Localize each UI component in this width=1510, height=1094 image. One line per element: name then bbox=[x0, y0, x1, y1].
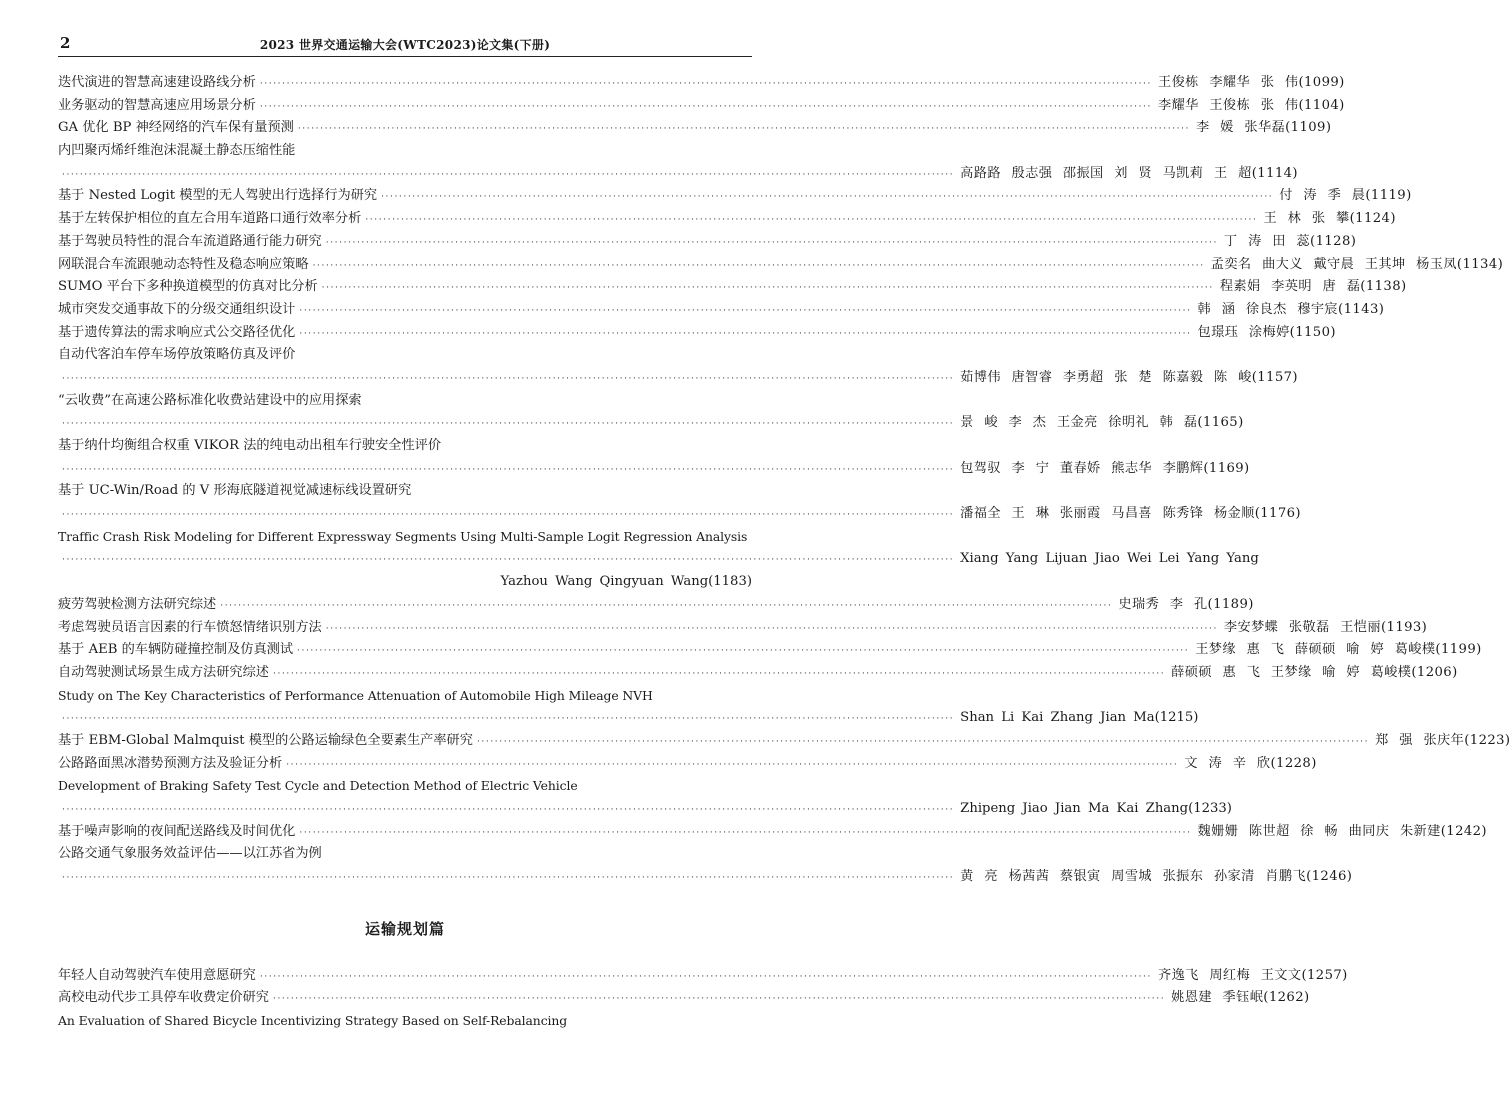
entry-title: 基于驾驶员特性的混合车流道路通行能力研究 bbox=[58, 233, 322, 249]
page-number: 2 bbox=[60, 34, 71, 52]
toc-entry bbox=[58, 1010, 752, 1033]
toc-line bbox=[58, 117, 1332, 140]
toc-entry bbox=[58, 231, 1357, 254]
entry-authors: 文 涛 辛 欣(1228) bbox=[1184, 755, 1317, 771]
toc-entry bbox=[58, 662, 1458, 685]
toc-line bbox=[58, 594, 1254, 617]
entry-authors: 包驾驭 李 宁 董春娇 熊志华 李鹏辉(1169) bbox=[960, 460, 1250, 476]
entry-authors: 潘福全 王 琳 张丽霞 马昌喜 陈秀锋 杨金顺(1176) bbox=[960, 506, 1301, 522]
entry-title: 基于左转保护相位的直左合用车道路口通行效率分析 bbox=[58, 211, 362, 227]
toc-line bbox=[58, 1010, 752, 1033]
toc-line bbox=[58, 548, 1259, 571]
entry-authors: 魏姗姗 陈世超 徐 畅 曲同庆 朱新建(1242) bbox=[1197, 823, 1487, 839]
toc-entry bbox=[58, 390, 1244, 435]
leader-dots: ········································································································································································································ bbox=[62, 714, 955, 725]
toc-entry bbox=[58, 344, 1298, 389]
toc-entry bbox=[58, 617, 1428, 640]
entry-authors: 史瑞秀 李 孔(1189) bbox=[1118, 596, 1254, 612]
entry-title: 自动代客泊车停车场停放策略仿真及评价 bbox=[58, 347, 296, 363]
entry-title: 考虑驾驶员语言因素的行车愤怒情绪识别方法 bbox=[58, 619, 322, 635]
entry-title: 基于 EBM-Global Malmquist 模型的公路运输绿色全要素生产率研究 bbox=[58, 732, 473, 748]
leader-dots: ········································································································································································································ bbox=[220, 600, 1113, 611]
toc-line bbox=[58, 526, 752, 549]
leader-dots: ········································································································································································································ bbox=[273, 994, 1166, 1005]
toc-entries-group-2 bbox=[58, 965, 1348, 1033]
leader-dots: ········································································································································································································ bbox=[62, 169, 955, 180]
toc-entry bbox=[58, 140, 1298, 185]
entry-title: 基于 AEB 的车辆防碰撞控制及仿真测试 bbox=[58, 642, 294, 658]
toc-line bbox=[58, 503, 1301, 526]
leader-dots: ········································································································································································································ bbox=[62, 419, 955, 430]
toc-line bbox=[58, 276, 1407, 299]
entry-authors: 李耀华 王俊栋 张 伟(1104) bbox=[1157, 97, 1345, 113]
entry-authors: 齐逸飞 周红梅 王文文(1257) bbox=[1157, 967, 1348, 983]
toc-line bbox=[58, 775, 752, 798]
leader-dots: ········································································································································································································ bbox=[299, 305, 1192, 316]
leader-dots: ········································································································································································································ bbox=[297, 124, 1190, 135]
toc-entry bbox=[58, 821, 1487, 844]
entry-authors: 韩 涵 徐良杰 穆宇宸(1143) bbox=[1197, 301, 1385, 317]
entry-title: 基于遗传算法的需求响应式公交路径优化 bbox=[58, 324, 296, 340]
entry-title: 基于纳什均衡组合权重 VIKOR 法的纯电动出租车行驶安全性评价 bbox=[58, 438, 442, 453]
toc-line bbox=[58, 185, 1412, 208]
entry-title: Study on The Key Characteristics of Performance Attenuation of Automobile High Mileage NVH bbox=[58, 687, 653, 703]
toc-entry bbox=[58, 843, 1353, 888]
entry-title: An Evaluation of Shared Bicycle Incentivizing Strategy Based on Self-Rebalancing bbox=[58, 1013, 568, 1029]
leader-dots: ········································································································································································································ bbox=[312, 260, 1205, 271]
entry-authors: 高路路 殷志强 邵振国 刘 贤 马凯莉 王 超(1114) bbox=[960, 165, 1298, 181]
toc-entry bbox=[58, 730, 1510, 753]
entry-title: 城市突发交通事故下的分级交通组织设计 bbox=[58, 301, 296, 317]
entry-title: 内凹聚丙烯纤维泡沫混凝土静态压缩性能 bbox=[58, 143, 296, 159]
entry-title: SUMO 平台下多种换道模型的仿真对比分析 bbox=[58, 279, 318, 295]
toc-line bbox=[58, 987, 1310, 1010]
entry-authors: Shan Li Kai Zhang Jian Ma(1215) bbox=[960, 710, 1199, 726]
leader-dots: ········································································································································································································ bbox=[62, 805, 955, 815]
leader-dots: ········································································································································································································ bbox=[321, 283, 1214, 294]
toc-entry bbox=[58, 435, 1250, 480]
entry-authors: 郑 强 张庆年(1223) bbox=[1375, 732, 1510, 748]
entry-title: 自动驾驶测试场景生成方法研究综述 bbox=[58, 664, 269, 680]
toc-line bbox=[58, 95, 1345, 118]
table-of-contents bbox=[58, 72, 1510, 1033]
entry-authors: 丁 涛 田 蕊(1128) bbox=[1223, 233, 1357, 249]
entry-authors: 付 涛 季 晨(1119) bbox=[1279, 188, 1412, 204]
book-title: 2023 世界交通运输大会(WTC2023)论文集(下册) bbox=[259, 38, 551, 52]
section-heading: 运输规划篇 bbox=[364, 920, 445, 939]
leader-dots: ········································································································································································································ bbox=[62, 373, 955, 384]
toc-line bbox=[58, 662, 1458, 685]
toc-entry bbox=[58, 95, 1345, 118]
toc-entry bbox=[58, 185, 1412, 208]
entry-authors: 李安梦蝶 张敬磊 王恺丽(1193) bbox=[1223, 619, 1428, 635]
toc-entry bbox=[58, 117, 1332, 140]
leader-dots: ········································································································································································································ bbox=[259, 79, 1152, 89]
toc-line bbox=[58, 254, 1504, 277]
entry-title: Traffic Crash Risk Modeling for Different Expressway Segments Using Multi-Sample Logit Regression Analysis bbox=[58, 528, 748, 544]
toc-line bbox=[58, 322, 1336, 345]
entry-authors: 王俊栋 李耀华 张 伟(1099) bbox=[1157, 75, 1345, 90]
toc-entry bbox=[58, 965, 1348, 988]
toc-line bbox=[58, 798, 1232, 821]
leader-dots: ········································································································································································································ bbox=[259, 101, 1152, 112]
entry-title: 基于 Nested Logit 模型的无人驾驶出行选择行为研究 bbox=[58, 188, 378, 204]
toc-line bbox=[58, 707, 1199, 730]
entry-title: 基于 UC-Win/Road 的 V 形海底隧道视觉减速标线设置研究 bbox=[58, 483, 412, 499]
toc-entry bbox=[58, 526, 1259, 594]
entry-authors: 景 峻 李 杰 王金亮 徐明礼 韩 磊(1165) bbox=[960, 415, 1244, 431]
toc-line bbox=[58, 480, 752, 503]
toc-line bbox=[58, 843, 752, 866]
leader-dots: ········································································································································································································ bbox=[62, 464, 955, 475]
entry-title: 疲劳驾驶检测方法研究综述 bbox=[58, 596, 217, 612]
toc-entries-group-1 bbox=[58, 72, 1510, 889]
toc-line bbox=[58, 821, 1487, 844]
toc-entry bbox=[58, 299, 1385, 322]
toc-line bbox=[58, 435, 752, 458]
leader-dots: ········································································································································································································ bbox=[62, 873, 955, 884]
toc-entry bbox=[58, 685, 1199, 730]
toc-entry bbox=[58, 322, 1336, 345]
entry-title: 高校电动代步工具停车收费定价研究 bbox=[58, 990, 269, 1006]
entry-authors: 薛硕硕 惠 飞 王梦缘 喻 婷 葛峻樸(1206) bbox=[1171, 664, 1458, 680]
toc-line bbox=[58, 163, 1298, 186]
entry-authors: 王梦缘 惠 飞 薛硕硕 喻 婷 葛峻樸(1199) bbox=[1195, 642, 1482, 658]
running-header bbox=[58, 32, 752, 57]
entry-title: 公路路面黑冰潜势预测方法及验证分析 bbox=[58, 755, 283, 771]
entry-title: “云收费”在高速公路标准化收费站建设中的应用探索 bbox=[58, 392, 362, 408]
leader-dots: ········································································································································································································ bbox=[365, 215, 1258, 226]
toc-entry bbox=[58, 753, 1317, 776]
toc-line bbox=[58, 412, 1244, 435]
entry-title: 网联混合车流跟驰动态特性及稳态响应策略 bbox=[58, 256, 309, 272]
toc-entry bbox=[58, 987, 1310, 1010]
toc-line bbox=[58, 866, 1353, 889]
toc-line bbox=[58, 639, 1482, 662]
toc-line bbox=[58, 72, 1345, 95]
leader-dots: ········································································································································································································ bbox=[273, 668, 1166, 679]
toc-line bbox=[58, 965, 1348, 988]
toc-line bbox=[58, 367, 1298, 390]
toc-entry bbox=[58, 594, 1254, 617]
toc-entry bbox=[58, 254, 1504, 277]
toc-entry bbox=[58, 276, 1407, 299]
toc-line bbox=[58, 617, 1428, 640]
entry-authors: Zhipeng Jiao Jian Ma Kai Zhang(1233) bbox=[960, 801, 1232, 816]
entry-authors: 王 林 张 攀(1124) bbox=[1263, 211, 1396, 227]
entry-title: 迭代演进的智慧高速建设路线分析 bbox=[58, 75, 256, 90]
toc-entry bbox=[58, 72, 1345, 95]
toc-line bbox=[58, 208, 1396, 231]
toc-line bbox=[58, 390, 752, 413]
leader-dots: ········································································································································································································ bbox=[299, 827, 1192, 838]
entry-authors: 孟奕名 曲大义 戴守晨 王其坤 杨玉凤(1134) bbox=[1210, 256, 1504, 272]
entry-title: 基于噪声影响的夜间配送路线及时间优化 bbox=[58, 823, 296, 839]
entry-title: Development of Braking Safety Test Cycle and Detection Method of Electric Vehicle bbox=[58, 778, 578, 794]
leader-dots: ········································································································································································································ bbox=[286, 759, 1179, 770]
entry-authors: 程素娟 李英明 唐 磊(1138) bbox=[1219, 279, 1407, 295]
entry-title: 业务驱动的智慧高速应用场景分析 bbox=[58, 97, 256, 113]
toc-line bbox=[58, 231, 1357, 254]
toc-line bbox=[58, 344, 752, 367]
entry-title: 年轻人自动驾驶汽车使用意愿研究 bbox=[58, 967, 256, 983]
leader-dots: ········································································································································································································ bbox=[476, 736, 1370, 747]
entry-authors: 李 媛 张华磊(1109) bbox=[1196, 120, 1332, 136]
toc-entry bbox=[58, 639, 1482, 662]
toc-line bbox=[58, 730, 1510, 753]
leader-dots: ········································································································································································································ bbox=[259, 971, 1152, 982]
toc-line bbox=[58, 458, 1250, 481]
entry-title: 公路交通气象服务效益评估——以江苏省为例 bbox=[58, 846, 322, 862]
leader-dots: ········································································································································································································ bbox=[325, 237, 1218, 248]
entry-authors-continued: Yazhou Wang Qingyuan Wang(1183) bbox=[500, 574, 752, 590]
toc-entry bbox=[58, 480, 1301, 525]
toc-line bbox=[58, 299, 1385, 322]
leader-dots: ········································································································································································································ bbox=[297, 646, 1190, 657]
leader-dots: ········································································································································································································ bbox=[299, 328, 1192, 339]
toc-entry bbox=[58, 775, 1232, 820]
toc-line bbox=[58, 140, 752, 163]
entry-authors: 黄 亮 杨茜茜 蔡银寅 周雪城 张振东 孙家清 肖鹏飞(1246) bbox=[960, 869, 1353, 885]
leader-dots: ········································································································································································································ bbox=[62, 510, 955, 521]
entry-title: GA 优化 BP 神经网络的汽车保有量预测 bbox=[58, 120, 294, 136]
leader-dots: ········································································································································································································ bbox=[62, 555, 955, 566]
toc-line bbox=[58, 685, 752, 708]
entry-authors: 包璟珏 涂梅婷(1150) bbox=[1197, 324, 1336, 340]
leader-dots: ········································································································································································································ bbox=[325, 623, 1218, 634]
toc-entry bbox=[58, 208, 1396, 231]
toc-line bbox=[58, 571, 752, 594]
entry-authors: 姚恩建 季钰岷(1262) bbox=[1171, 990, 1310, 1006]
toc-line bbox=[58, 753, 1317, 776]
leader-dots: ········································································································································································································ bbox=[381, 192, 1274, 203]
entry-authors: Xiang Yang Lijuan Jiao Wei Lei Yang Yang bbox=[960, 551, 1259, 567]
entry-authors: 茹博伟 唐智睿 李勇超 张 楚 陈嘉毅 陈 峻(1157) bbox=[960, 369, 1298, 385]
